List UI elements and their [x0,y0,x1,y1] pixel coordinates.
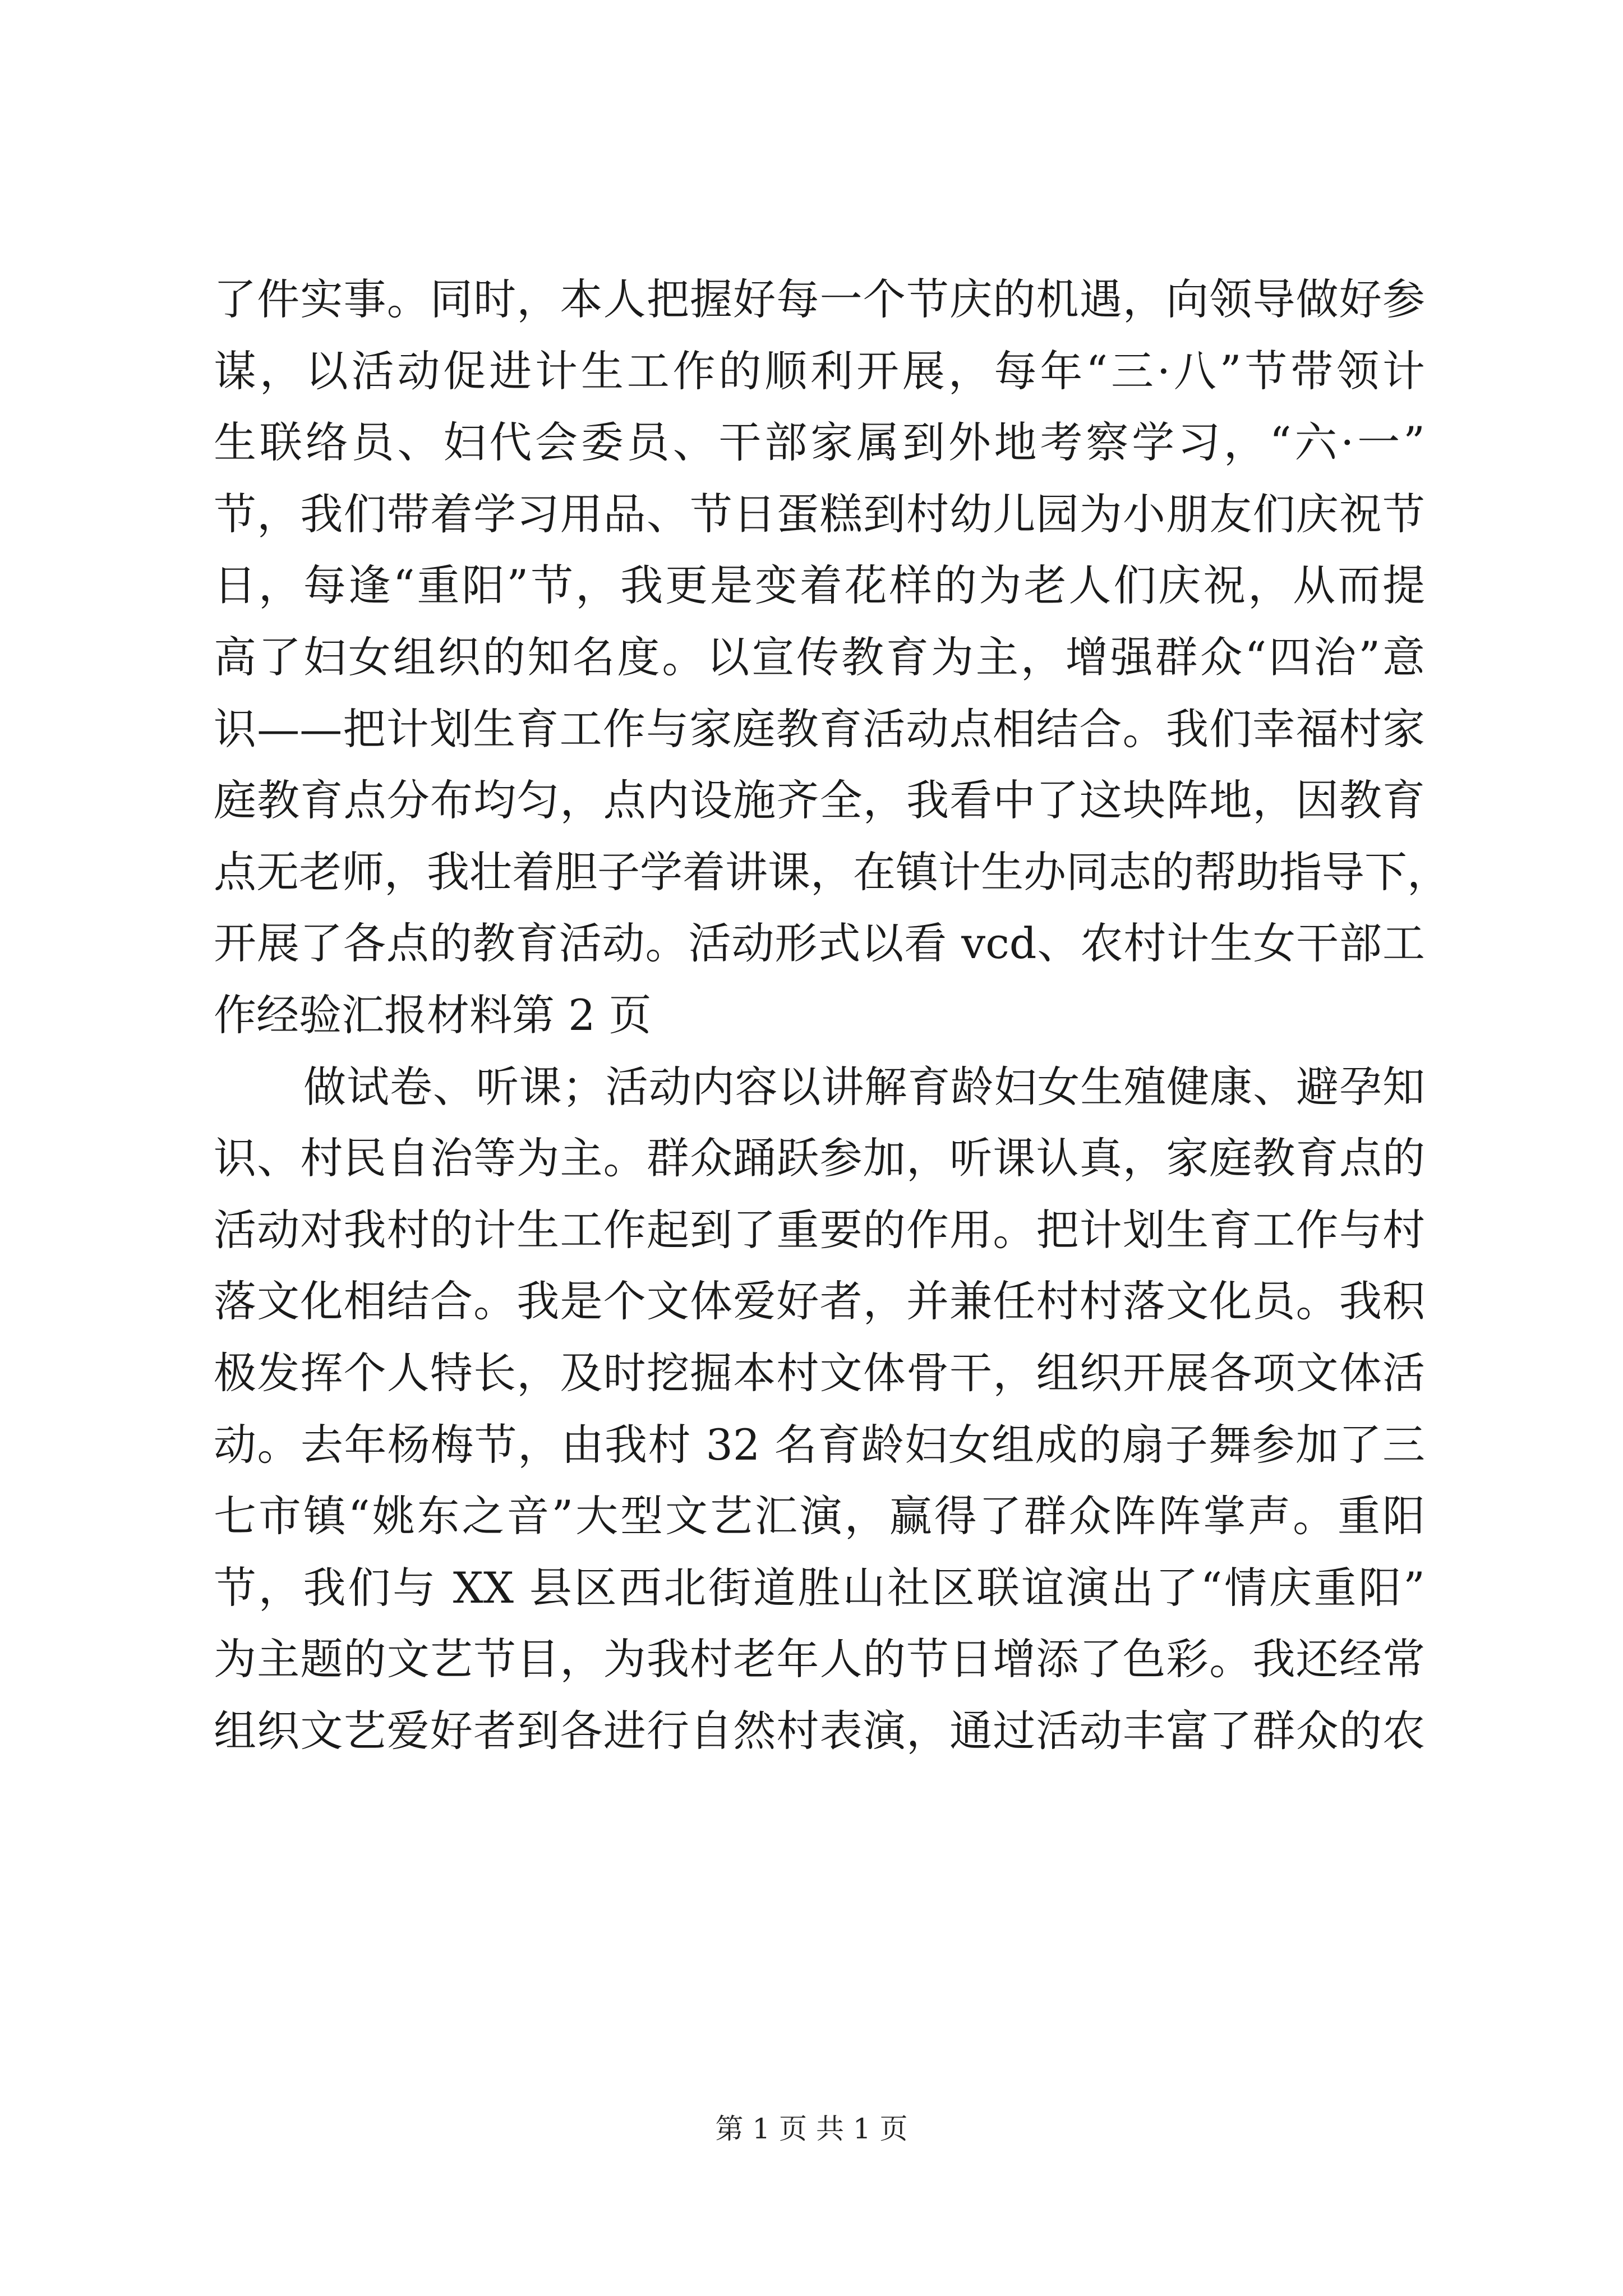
text-line: 活动对我村的计生工作起到了重要的作用。把计划生育工作与村 [214,1204,1425,1255]
text-line: 七市镇“姚东之音”大型文艺汇演，赢得了群众阵阵掌声。重阳 [214,1491,1425,1542]
page-footer [0,2109,1623,2148]
text-line: 生联络员、妇代会委员、干部家属到外地考察学习，“六·一” [214,417,1425,468]
text-line: 识——把计划生育工作与家庭教育活动点相结合。我们幸福村家 [214,703,1425,754]
text-line: 点无老师，我壮着胆子学着讲课，在镇计生办同志的帮助指导下， [214,846,1450,897]
text-line: 节，我们与 XX 县区西北街道胜山社区联谊演出了“情庆重阳” [214,1562,1425,1613]
text-line: 极发挥个人特长，及时挖掘本村文体骨干，组织开展各项文体活 [214,1347,1425,1398]
text-line: 作经验汇报材料第 2 页 [214,990,652,1040]
text-line: 节，我们带着学习用品、节日蛋糕到村幼儿园为小朋友们庆祝节 [214,489,1425,539]
text-line: 了件实事。同时，本人把握好每一个节庆的机遇，向领导做好参 [214,274,1425,324]
text-line: 动。去年杨梅节，由我村 32 名育龄妇女组成的扇子舞参加了三 [214,1419,1425,1470]
page-number: 第 1 页 共 1 页 [715,2113,908,2145]
text-line: 开展了各点的教育活动。活动形式以看 vcd、农村计生女干部工 [214,918,1425,969]
body-text [214,264,1450,1766]
text-line: 组织文艺爱好者到各进行自然村表演，通过活动丰富了群众的农 [214,1705,1425,1756]
text-line: 日，每逢“重阳”节，我更是变着花样的为老人们庆祝，从而提 [214,560,1425,611]
paragraph-first-line: 做试卷、听课；活动内容以讲解育龄妇女生殖健康、避孕知 [303,1061,1425,1112]
text-line: 识、村民自治等为主。群众踊跃参加，听课认真，家庭教育点的 [214,1133,1425,1184]
text-line: 高了妇女组织的知名度。以宣传教育为主，增强群众“四治”意 [214,632,1425,682]
text-line: 为主题的文艺节目，为我村老年人的节日增添了色彩。我还经常 [214,1634,1425,1685]
text-line: 庭教育点分布均匀，点内设施齐全，我看中了这块阵地，因教育 [214,775,1425,826]
text-line: 谋，以活动促进计生工作的顺利开展，每年“三·八”节带领计 [214,346,1425,396]
text-line: 落文化相结合。我是个文体爱好者，并兼任村村落文化员。我积 [214,1276,1425,1327]
